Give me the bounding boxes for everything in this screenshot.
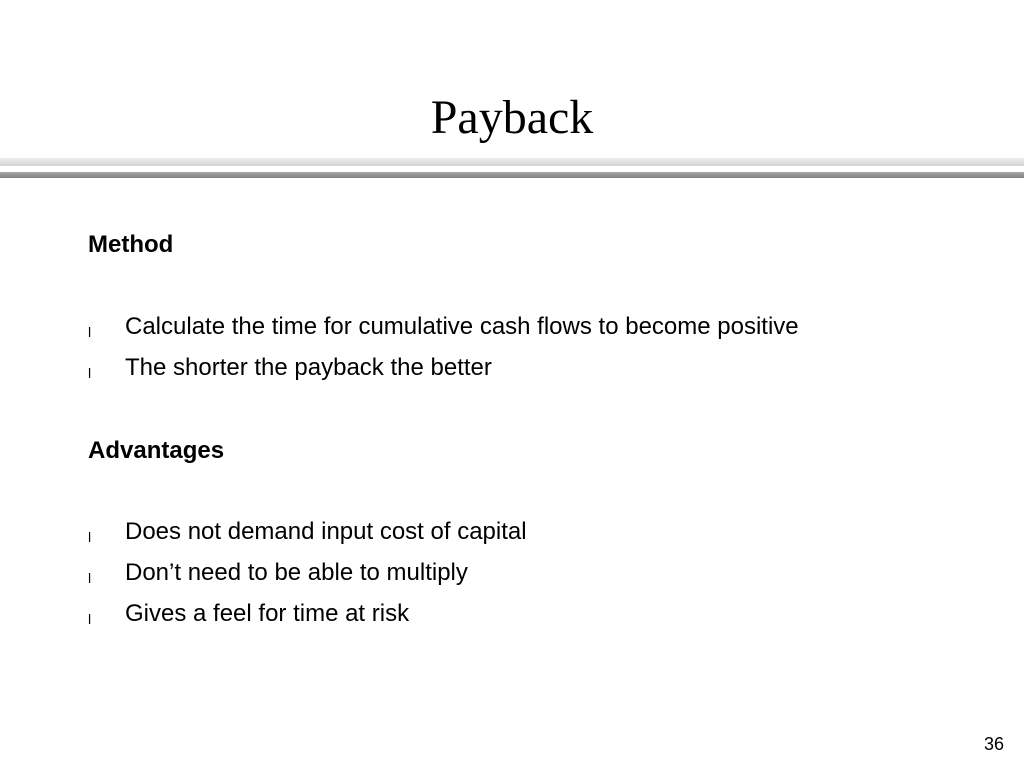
method-bullet-list [88, 312, 988, 394]
list-item [88, 312, 988, 353]
bullet-marker: l [88, 570, 92, 586]
list-item [88, 599, 988, 640]
bullet-marker: l [88, 365, 92, 381]
bullet-marker: l [88, 324, 92, 340]
advantages-bullet-list [88, 517, 988, 640]
slide-title: Payback [430, 91, 594, 144]
title-divider-dark [0, 172, 1024, 178]
bullet-marker: l [88, 611, 92, 627]
bullet-text: Calculate the time for cumulative cash flows to become positive [125, 313, 799, 340]
advantages-section [88, 436, 988, 466]
bullet-text: Don’t need to be able to multiply [125, 559, 468, 586]
title-divider-light [0, 158, 1024, 166]
list-item [88, 558, 988, 599]
bullet-text: Does not demand input cost of capital [125, 518, 527, 545]
bullet-text: Gives a feel for time at risk [125, 600, 410, 627]
method-heading: Method [88, 231, 174, 258]
advantages-heading: Advantages [88, 437, 225, 464]
method-section [88, 230, 988, 260]
bullet-text: The shorter the payback the better [125, 354, 492, 381]
list-item [88, 353, 988, 394]
bullet-marker: l [88, 529, 92, 545]
page-number: 36 [983, 734, 1004, 754]
list-item [88, 517, 988, 558]
